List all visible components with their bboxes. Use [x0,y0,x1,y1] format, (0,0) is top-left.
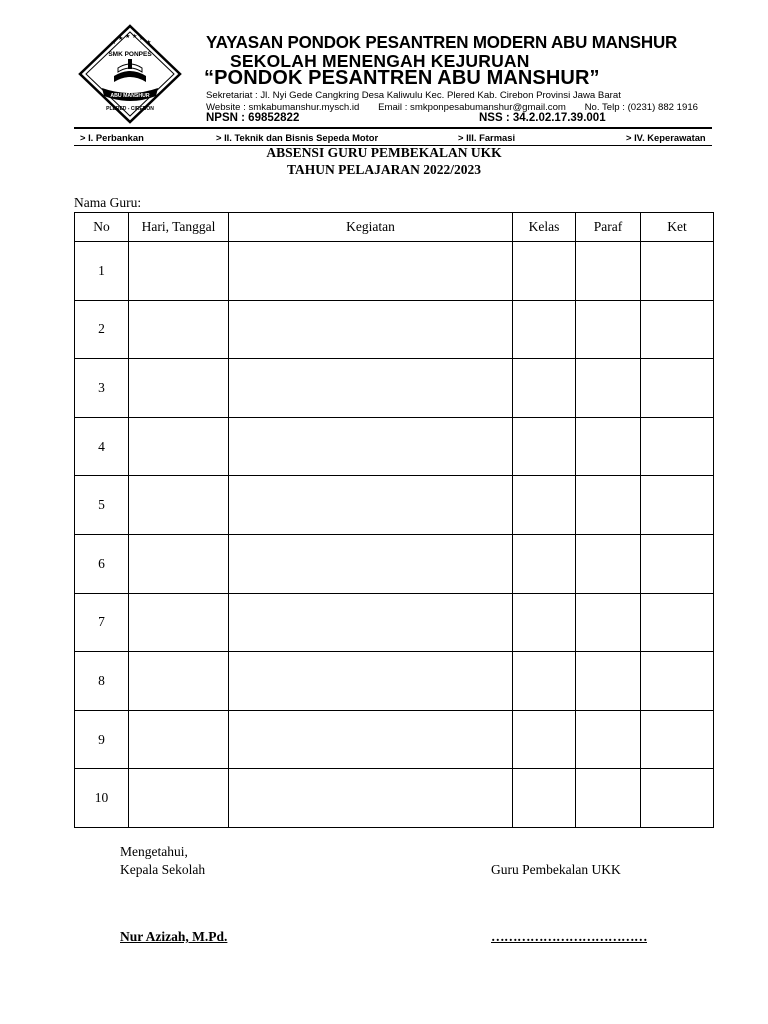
cell-date [129,652,229,711]
table-row [75,769,714,828]
cell-date [129,593,229,652]
cell-class [513,593,576,652]
letterhead-rule-top [74,127,712,129]
cell-date [129,359,229,418]
cell-date [129,534,229,593]
cell-signature [576,534,641,593]
teacher-name-label: Nama Guru: [74,195,142,210]
cell-date [129,300,229,359]
principal-title: Kepala Sekolah [120,862,206,877]
cell-no: 6 [75,534,129,593]
cell-class [513,769,576,828]
svg-text:★: ★ [125,34,131,40]
cell-notes [641,534,714,593]
table-row [75,417,714,476]
cell-class [513,359,576,418]
cell-class [513,417,576,476]
cell-activity [229,710,513,769]
cell-no: 7 [75,593,129,652]
cell-notes [641,769,714,828]
document-title: ABSENSI GURU PEMBEKALAN UKK [266,145,502,160]
svg-text:★: ★ [139,36,145,42]
cell-no: 2 [75,300,129,359]
principal-name: Nur Azizah, M.Pd. [120,929,228,944]
cell-notes [641,476,714,535]
table-row [75,300,714,359]
major-item: > IV. Keperawatan [626,132,706,143]
cell-notes [641,242,714,301]
cell-activity [229,242,513,301]
cell-notes [641,300,714,359]
cell-signature [576,417,641,476]
foundation-name: YAYASAN PONDOK PESANTREN MODERN ABU MANSHUR [206,32,678,52]
table-row [75,593,714,652]
cell-class [513,652,576,711]
header-no: No [75,213,129,242]
svg-text:★: ★ [111,40,117,46]
svg-text:★: ★ [132,34,138,40]
document-subtitle: TAHUN PELAJARAN 2022/2023 [286,162,481,177]
cell-date [129,769,229,828]
cell-notes [641,593,714,652]
school-logo [76,24,184,124]
cell-class [513,300,576,359]
cell-signature [576,300,641,359]
cell-signature [576,242,641,301]
majors-bar [76,131,712,145]
logo-banner-text: ABU MANSHUR [110,93,150,99]
major-item: > II. Teknik dan Bisnis Sepeda Motor [216,132,379,143]
cell-notes [641,652,714,711]
table-row [75,476,714,535]
cell-notes [641,359,714,418]
table-row [75,242,714,301]
cell-class [513,242,576,301]
pondok-name: “PONDOK PESANTREN ABU MANSHUR” [204,67,600,89]
cell-activity [229,417,513,476]
acknowledged-label: Mengetahui, [120,844,188,859]
table-row [75,710,714,769]
cell-class [513,534,576,593]
table-row [75,652,714,711]
cell-signature [576,593,641,652]
cell-date [129,710,229,769]
cell-date [129,242,229,301]
email-text: Email : smkponpesabumanshur@gmail.com [378,102,566,113]
teacher-signature-line: ……………………………… [491,929,647,944]
header-notes: Ket [641,213,714,242]
nss-text: NSS : 34.2.02.17.39.001 [479,112,606,124]
major-item: > I. Perbankan [80,132,144,143]
header-class: Kelas [513,213,576,242]
cell-signature [576,769,641,828]
cell-no: 1 [75,242,129,301]
cell-activity [229,476,513,535]
cell-notes [641,710,714,769]
cell-activity [229,769,513,828]
cell-notes [641,417,714,476]
cell-activity [229,359,513,418]
phone-text: No. Telp : (0231) 882 1916 [584,102,699,113]
table-row [75,359,714,418]
cell-signature [576,652,641,711]
header-signature: Paraf [576,213,641,242]
header-date: Hari, Tanggal [129,213,229,242]
school-name: SEKOLAH MENENGAH KEJURUAN [230,51,530,71]
cell-signature [576,359,641,418]
cell-class [513,476,576,535]
table-header-row [75,213,714,242]
logo-bottom-text: PLERED - CIREBON [106,106,154,112]
cell-class [513,710,576,769]
cell-activity [229,300,513,359]
cell-no: 10 [75,769,129,828]
cell-date [129,476,229,535]
website-text: Website : smkabumanshur.mysch.id [206,102,360,113]
cell-no: 3 [75,359,129,418]
cell-no: 9 [75,710,129,769]
svg-text:★: ★ [146,40,152,46]
address-line: Sekretariat : Jl. Nyi Gede Cangkring Desa Kaliwulu Kec. Plered Kab. Cirebon Provinsi Jawa Barat [206,90,621,101]
cell-activity [229,534,513,593]
teacher-title: Guru Pembekalan UKK [491,862,621,877]
cell-activity [229,593,513,652]
attendance-table [74,212,714,828]
cell-no: 8 [75,652,129,711]
cell-signature [576,710,641,769]
major-item: > III. Farmasi [458,132,516,143]
npsn-text: NPSN : 69852822 [206,112,300,124]
cell-date [129,417,229,476]
cell-activity [229,652,513,711]
cell-signature [576,476,641,535]
cell-no: 5 [75,476,129,535]
header-activity: Kegiatan [229,213,513,242]
table-row [75,534,714,593]
logo-top-text: SMK PONPES [108,51,152,58]
svg-text:★: ★ [118,36,124,42]
cell-no: 4 [75,417,129,476]
